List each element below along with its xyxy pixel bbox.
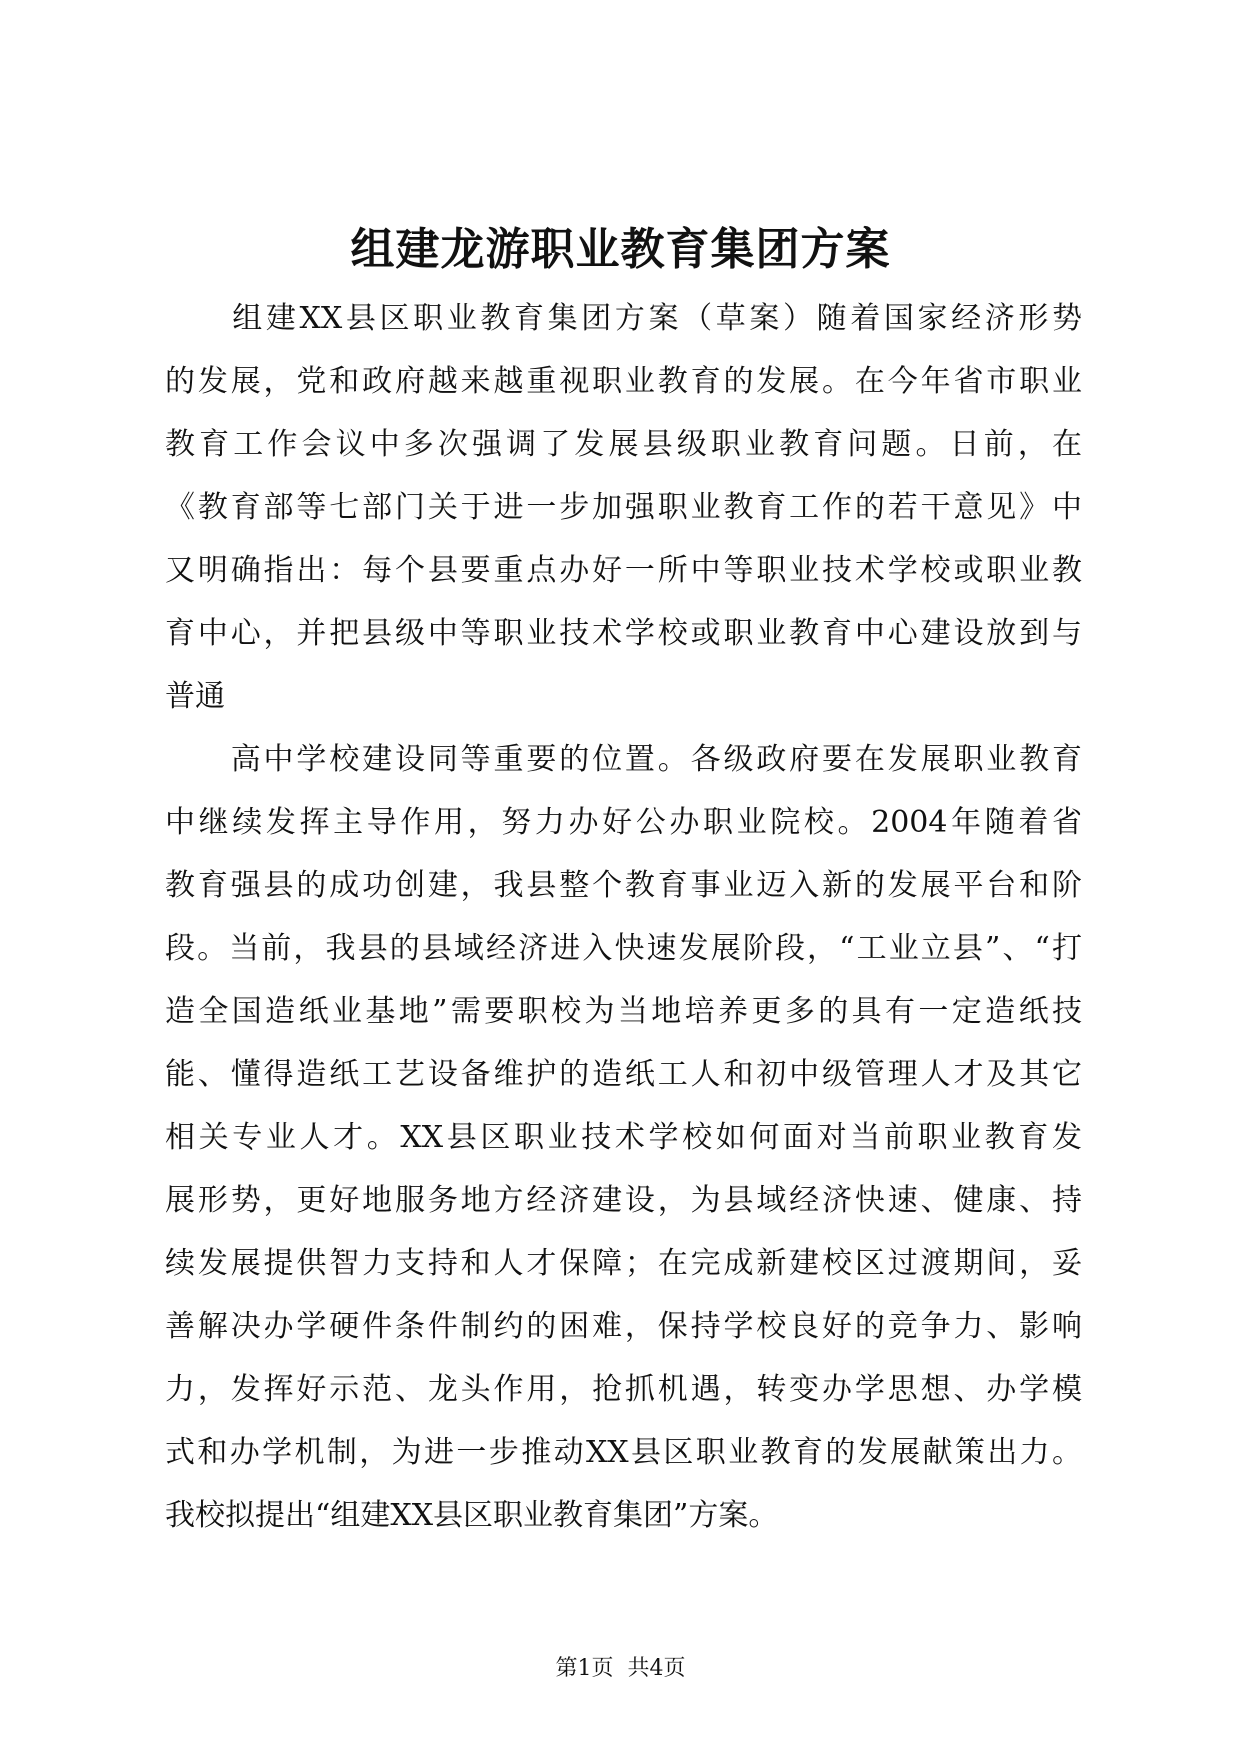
paragraph-line: 教育强县的成功创建，我县整个教育事业迈入新的发展平台和阶 bbox=[165, 868, 1082, 903]
paragraph-line: 续发展提供智力支持和人才保障；在完成新建校区过渡期间，妥 bbox=[165, 1246, 1082, 1281]
paragraph-line: 段。当前，我县的县域经济进入快速发展阶段，“工业立县”、“打 bbox=[165, 931, 1082, 966]
paragraph-line: 普通 bbox=[165, 679, 225, 714]
paragraph-line: 组建XX县区职业教育集团方案（草案）随着国家经济形势 bbox=[165, 301, 1082, 336]
page-total: 共4页 bbox=[627, 1656, 686, 1681]
document-body bbox=[165, 287, 1082, 1547]
paragraph-line: 能、懂得造纸工艺设备维护的造纸工人和初中级管理人才及其它 bbox=[165, 1057, 1082, 1092]
paragraph-line: 《教育部等七部门关于进一步加强职业教育工作的若干意见》中 bbox=[165, 490, 1082, 525]
paragraph-line: 善解决办学硬件条件制约的困难，保持学校良好的竞争力、影响 bbox=[165, 1309, 1082, 1344]
paragraph-line: 相关专业人才。XX县区职业技术学校如何面对当前职业教育发 bbox=[165, 1120, 1082, 1155]
paragraph-line: 我校拟提出“组建XX县区职业教育集团”方案。 bbox=[165, 1498, 779, 1533]
paragraph-line: 教育工作会议中多次强调了发展县级职业教育问题。日前，在 bbox=[165, 427, 1082, 462]
page-number: 第1页 bbox=[555, 1656, 614, 1681]
document-title: 组建龙游职业教育集团方案 bbox=[350, 224, 891, 275]
paragraph-line: 中继续发挥主导作用，努力办好公办职业院校。2004年随着省 bbox=[165, 805, 1082, 840]
paragraph-line: 又明确指出：每个县要重点办好一所中等职业技术学校或职业教 bbox=[165, 553, 1082, 588]
paragraph-line: 力，发挥好示范、龙头作用，抢抓机遇，转变办学思想、办学模 bbox=[165, 1372, 1082, 1407]
page-footer bbox=[0, 1654, 1241, 1684]
paragraph-line: 式和办学机制，为进一步推动XX县区职业教育的发展献策出力。 bbox=[165, 1435, 1082, 1470]
paragraph-line: 造全国造纸业基地”需要职校为当地培养更多的具有一定造纸技 bbox=[165, 994, 1082, 1029]
paragraph-line: 高中学校建设同等重要的位置。各级政府要在发展职业教育 bbox=[165, 742, 1082, 777]
paragraph-line: 育中心，并把县级中等职业技术学校或职业教育中心建设放到与 bbox=[165, 616, 1082, 651]
paragraph-line: 展形势，更好地服务地方经济建设，为县域经济快速、健康、持 bbox=[165, 1183, 1082, 1218]
paragraph-line: 的发展，党和政府越来越重视职业教育的发展。在今年省市职业 bbox=[165, 364, 1082, 399]
